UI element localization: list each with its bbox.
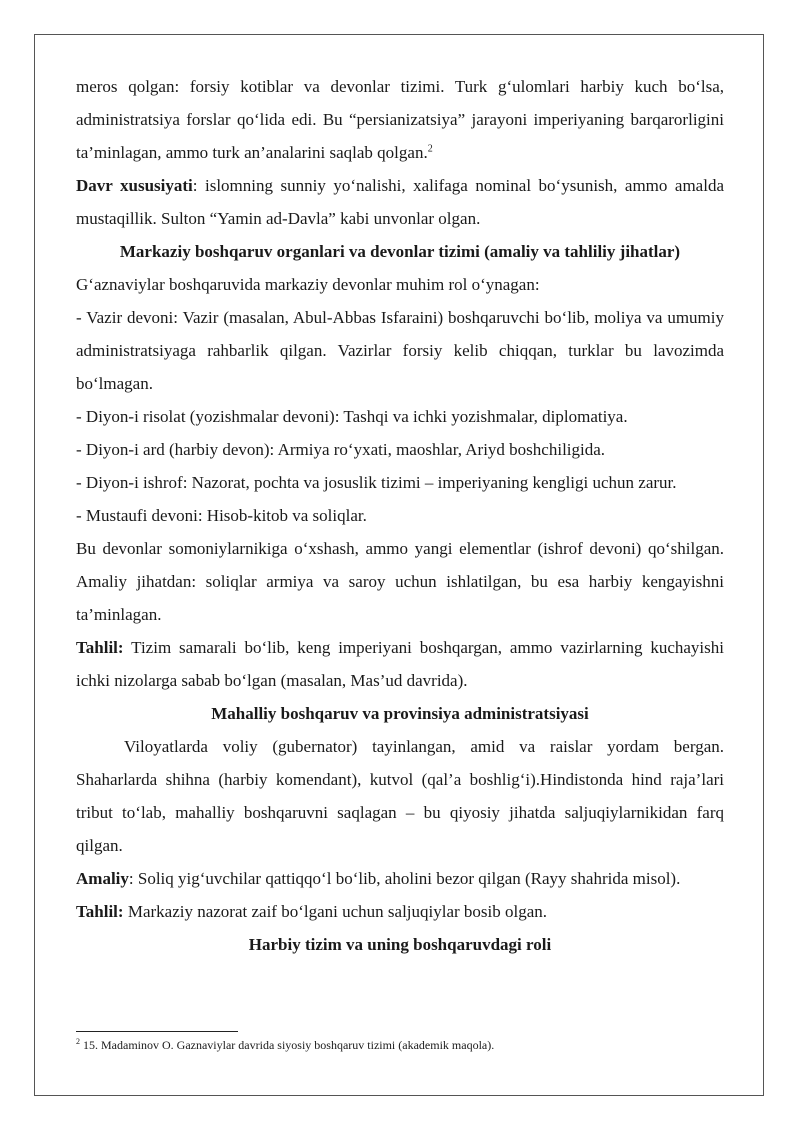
- analysis-label: Tahlil:: [76, 902, 124, 921]
- analysis-label: Tahlil:: [76, 638, 124, 657]
- list-item-risolat-divan: - Diyon-i risolat (yozishmalar devoni): Tashqi va ichki yozishmalar, diplomatiya.: [76, 407, 628, 426]
- footnote-separator: [76, 1031, 238, 1032]
- list-item-vizier-divan: - Vazir devoni: Vazir (masalan, Abul-Abbas Isfaraini) boshqaruvchi bo‘lib, moliya va umumiy administratsiyaga rahbarlik qilgan. Vazirlar forsiy kelib chiqqan, turklar bu lavozimda bo‘lmagan.: [76, 308, 724, 393]
- paragraph-practical: Amaliy: Soliq yig‘uvchilar qattiqqo‘l bo‘lib, aholini bezor qilgan (Rayy shahrida misol).: [76, 869, 681, 888]
- heading-military-system: Harbiy tizim va uning boshqaruvdagi roli: [248, 935, 552, 954]
- footnote: $^2$ 15. Madaminov O. Gaznaviylar davrida siyosiy boshqaruv tizimi (akademik maqola).: [76, 1037, 495, 1052]
- paragraph-analysis-central: Tahlil: Tizim samarali bo‘lib, keng imperiyani boshqargan, ammo vazirlarning kuchayishi ichki nizolarga sabab bo‘lgan (masalan, Mas’ud davrida).: [76, 638, 724, 690]
- practical-label: Amaliy: [76, 869, 129, 888]
- list-item-ard-divan: - Diyon-i ard (harbiy devon): Armiya ro‘yxati, maoshlar, Ariyd boshchiligida.: [76, 440, 606, 459]
- paragraph-period-features: Davr xususiyati: islomning sunniy yo‘nalishi, xalifaga nominal bo‘ysunish, ammo amalda mustaqillik. Sulton “Yamin ad-Davla” kabi unvonlar olgan.: [76, 176, 724, 228]
- document-body: [76, 70, 724, 961]
- paragraph-divans-summary: Bu devonlar somoniylarnikiga o‘xshash, ammo yangi elementlar (ishrof devoni) qo‘shilgan. Amaliy jihatdan: soliqlar armiya va saroy uchun ishlatilgan, bu esa harbiy kengayishni ta’minlagan.: [76, 539, 724, 624]
- list-item-ishrof-divan: - Diyon-i ishrof: Nazorat, pochta va josuslik tizimi – imperiyaning kengligi uchun zarur.: [76, 473, 677, 492]
- heading-local-administration: Mahalliy boshqaruv va provinsiya administratsiyasi: [211, 704, 589, 723]
- paragraph-provinces: Viloyatlarda voliy (gubernator) tayinlangan, amid va raislar yordam bergan. Shaharlarda shihna (harbiy komendant), kutvol (qal’a boshlig‘i).Hindistonda hind raja’lari tribut to‘lab, mahalliy boshqaruvni saqlagan – bu qiyosiy jihatda saljuqiylarnikidan farq qilgan.: [76, 737, 724, 855]
- footnote-marker: 2: [76, 1037, 80, 1046]
- footnote-reference[interactable]: 2: [427, 143, 433, 155]
- list-item-mustaufi-divan: - Mustaufi devoni: Hisob-kitob va soliqlar.: [76, 506, 367, 525]
- heading-central-administration: Markaziy boshqaruv organlari va devonlar tizimi (amaliy va tahliliy jihatlar): [119, 242, 681, 261]
- paragraph-persianization: meros qolgan: forsiy kotiblar va devonlar tizimi. Turk g‘ulomlari harbiy kuch bo‘lsa, administratsiya forslar qo‘lida edi. Bu “persianizatsiya” jarayoni imperiyaning barqarorligini ta’minlagan, ammo turk an’analarini saqlab qolgan.$^2$: [76, 77, 724, 162]
- paragraph-divans-intro: G‘aznaviylar boshqaruvida markaziy devonlar muhim rol o‘ynagan:: [76, 275, 540, 294]
- period-features-label: Davr xususiyati: [76, 176, 193, 195]
- paragraph-analysis-local: Tahlil: Markaziy nazorat zaif bo‘lgani uchun saljuqiylar bosib olgan.: [76, 902, 548, 921]
